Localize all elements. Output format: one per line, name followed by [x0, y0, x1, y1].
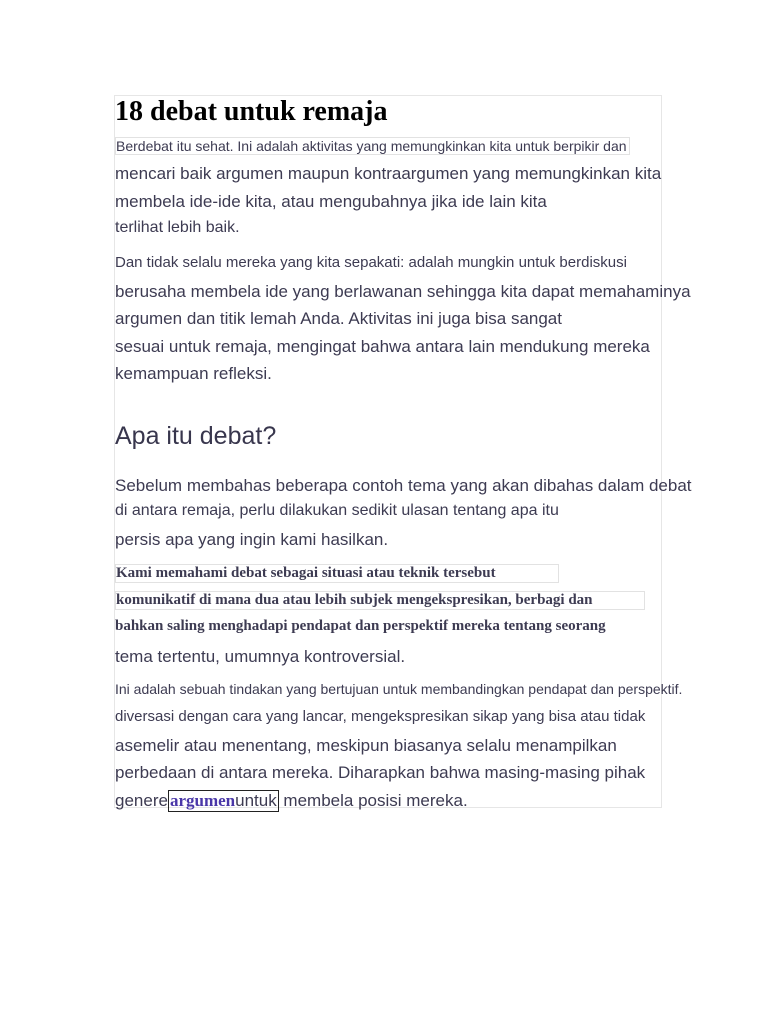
para2-line-4: sesuai untuk remaja, mengingat bahwa antara lain mendukung mereka: [115, 337, 650, 356]
para3-line-2: di antara remaja, perlu dilakukan sedikit ulasan tentang apa itu: [115, 502, 559, 519]
intro-line-2: mencari baik argumen maupun kontraargumen yang memungkinkan kita: [115, 164, 662, 183]
para2-line-1: Dan tidak selalu mereka yang kita sepakati: adalah mungkin untuk berdiskusi: [115, 254, 627, 271]
selected-text-box[interactable]: [168, 790, 279, 812]
para2-line-5: kemampuan refleksi.: [115, 364, 272, 383]
para4-line-5-pre: genere: [115, 791, 168, 810]
quote-line-3: bahkan saling menghadapi pendapat dan perspektif mereka tentang seorang: [115, 618, 606, 634]
para4-line-4: perbedaan di antara mereka. Diharapkan bahwa masing-masing pihak: [115, 763, 646, 782]
para4-line-5-post: membela posisi mereka.: [278, 791, 468, 810]
para3-line-1: Sebelum membahas beberapa contoh tema yang akan dibahas dalam debat: [115, 476, 692, 495]
para4-line-1: Ini adalah sebuah tindakan yang bertujuan untuk membandingkan pendapat dan perspektif.: [115, 681, 683, 697]
para3-line-3: persis apa yang ingin kami hasilkan.: [115, 530, 389, 549]
intro-line-3: membela ide-ide kita, atau mengubahnya jika ide lain kita: [115, 192, 547, 211]
quote-line-4: tema tertentu, umumnya kontroversial.: [115, 647, 406, 666]
quote-line-2: komunikatif di mana dua atau lebih subjek mengekspresikan, berbagi dan: [115, 591, 645, 610]
para2-line-2: berusaha membela ide yang berlawanan sehingga kita dapat memahaminya: [115, 282, 691, 301]
para4-line-5: [115, 790, 468, 812]
para4-line-2: diversasi dengan cara yang lancar, mengekspresikan sikap yang bisa atau tidak: [115, 708, 646, 725]
quote-line-1: Kami memahami debat sebagai situasi atau teknik tersebut: [115, 564, 559, 583]
para4-line-5-mid: untuk: [235, 791, 277, 810]
section-heading: Apa itu debat?: [115, 422, 277, 450]
intro-line-1: Berdebat itu sehat. Ini adalah aktivitas yang memungkinkan kita untuk berpikir dan: [115, 137, 630, 155]
page-title: 18 debat untuk remaja: [115, 96, 388, 127]
para2-line-3: argumen dan titik lemah Anda. Aktivitas ini juga bisa sangat: [115, 309, 562, 328]
argumen-link[interactable]: argumen: [169, 791, 236, 810]
para4-line-3: asemelir atau menentang, meskipun biasanya selalu menampilkan: [115, 736, 617, 755]
intro-line-4: terlihat lebih baik.: [115, 219, 240, 236]
